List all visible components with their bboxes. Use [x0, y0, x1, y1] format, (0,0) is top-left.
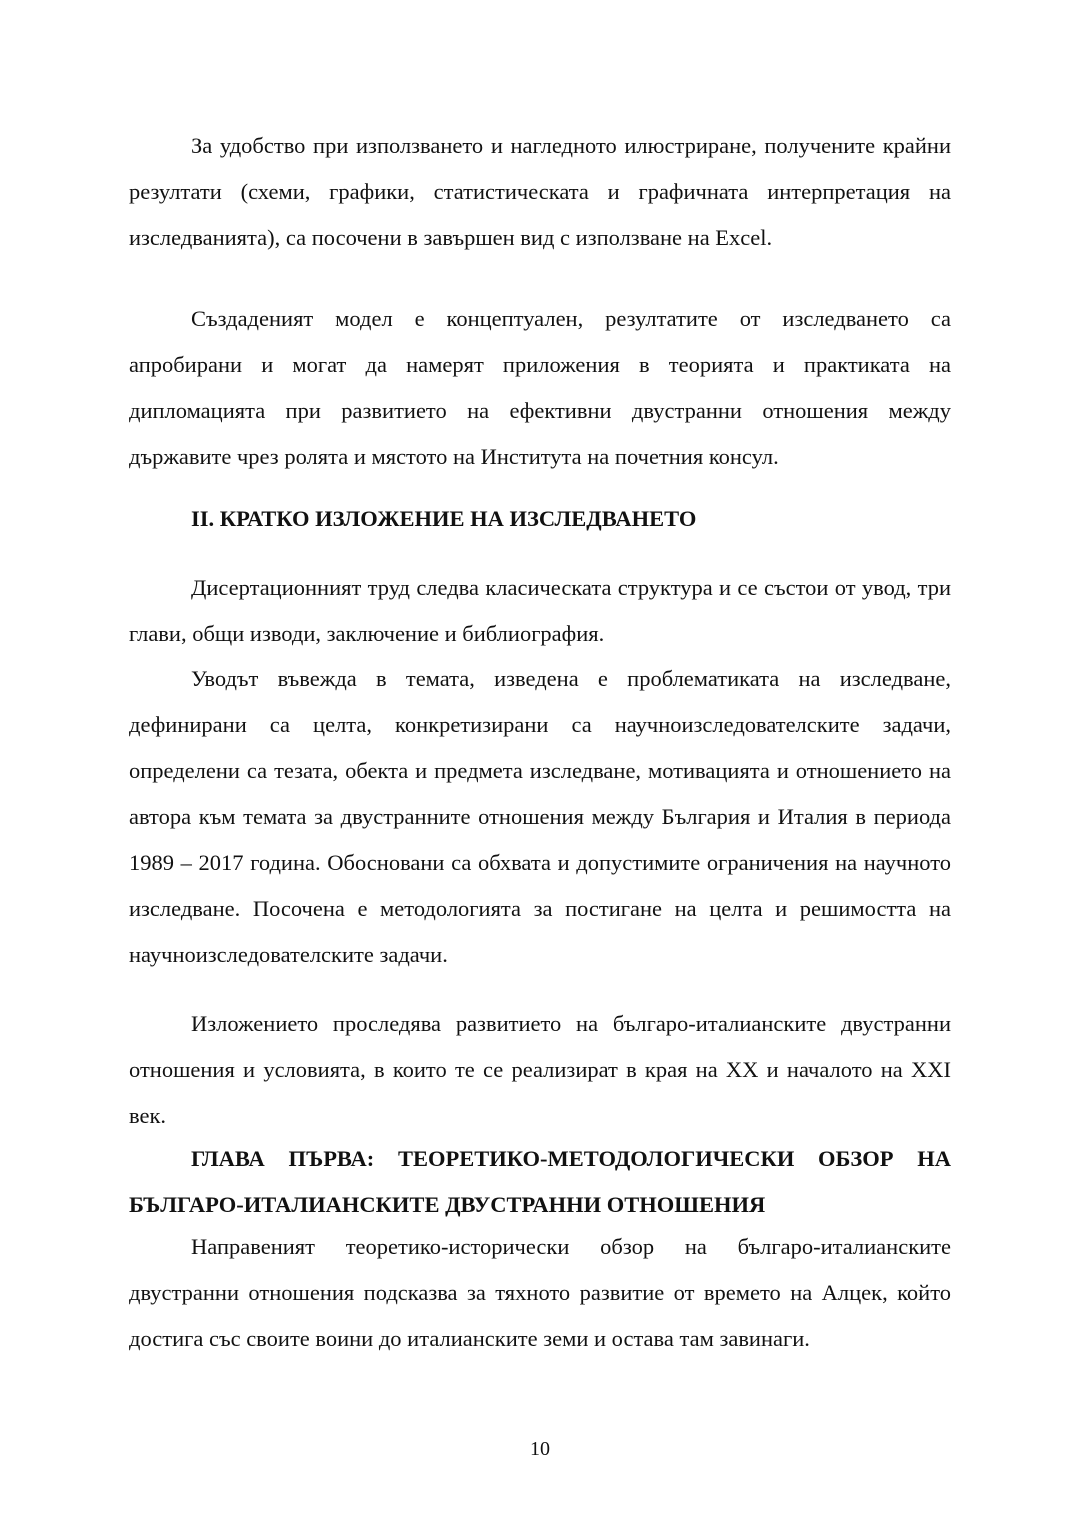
paragraph-introduction-overview: Уводът въвежда в темата, изведена е проблематиката на изследване, дефинирани са целта, конкретизирани са научноизследователските задачи, определени са тезата, обекта и предмета изследване, мотивацията и отношението на автора към темата за двустранните отношения между България и Италия в периода 1989 – 2017 година. Обосновани са обхвата и допустимите ограничения на научното изследване. Посочена е методологията за постигане на целта и решимостта на научноизследователските задачи.: [129, 666, 951, 967]
paragraph-results-presentation: За удобство при използването и нагледното илюстриране, получените крайни резултати (схеми, графики, статистическата и графичната интерпретация на изследванията), са посочени в завършен вид с използване на Excel.: [129, 133, 951, 250]
section-heading-summary: II. КРАТКО ИЗЛОЖЕНИЕ НА ИЗСЛЕДВАНЕТО: [191, 506, 697, 531]
paragraph-chapter-one-intro: Направеният теоретико-исторически обзор на българо-италианските двустранни отношения подсказва за тяхното развитие от времето на Алцек, който достига със своите воини до италианските земи и остава там завинаги.: [129, 1234, 951, 1351]
paragraph-exposition-overview: Изложението проследява развитието на българо-италианските двустранни отношения и условията, в които те се реализират в края на XX и началото на XXI век.: [129, 1011, 951, 1128]
paragraph-model-applicability: Създаденият модел е концептуален, резултатите от изследването са апробирани и могат да намерят приложения в теорията и практиката на дипломацията при развитието на ефективни двустранни отношения между държавите чрез ролята и мястото на Института на почетния консул.: [129, 306, 951, 469]
page-number: 10: [530, 1438, 550, 1460]
paragraph-dissertation-structure: Дисертационният труд следва класическата структура и се състои от увод, три глави, общи изводи, заключение и библиография.: [129, 575, 951, 646]
chapter-heading-one: ГЛАВА ПЪРВА: ТЕОРЕТИКО-МЕТОДОЛОГИЧЕСКИ ОБЗОР НА БЪЛГАРО-ИТАЛИАНСКИТЕ ДВУСТРАННИ ОТНОШЕНИЯ: [129, 1146, 951, 1217]
